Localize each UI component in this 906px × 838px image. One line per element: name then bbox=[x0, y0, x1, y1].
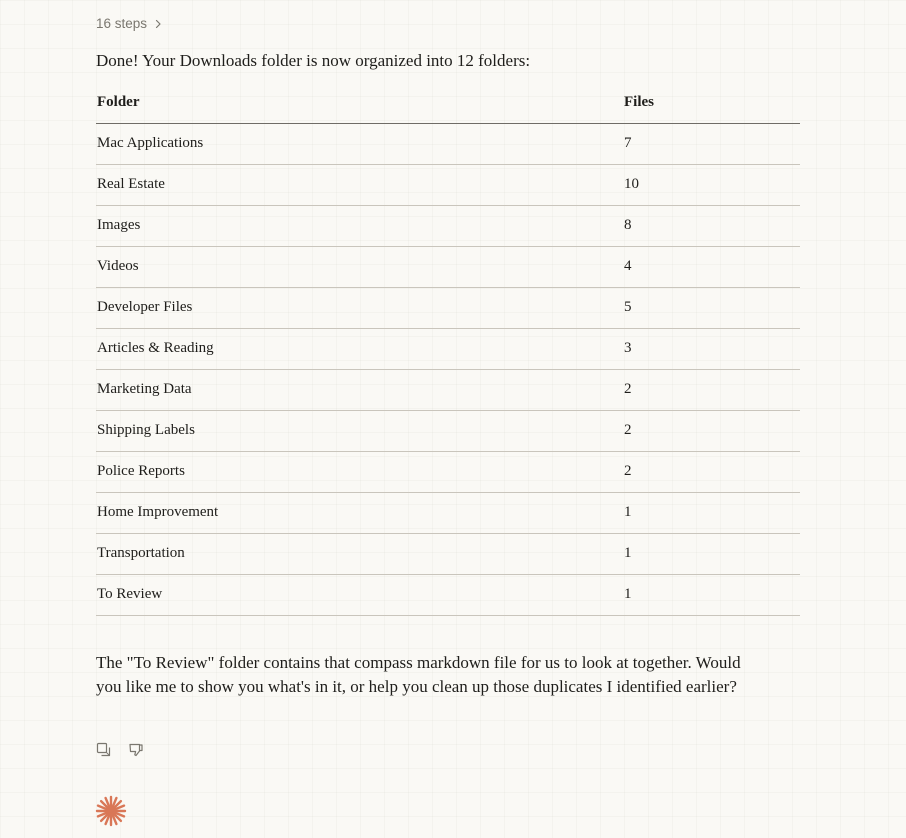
column-header-files: Files bbox=[623, 82, 800, 123]
thumbs-down-icon[interactable] bbox=[128, 742, 144, 758]
file-count-cell: 2 bbox=[623, 369, 800, 410]
folder-name-cell: Real Estate bbox=[96, 164, 623, 205]
file-count-cell: 1 bbox=[623, 574, 800, 615]
folder-name-cell: Home Improvement bbox=[96, 492, 623, 533]
file-count-cell: 2 bbox=[623, 451, 800, 492]
file-count-cell: 1 bbox=[623, 492, 800, 533]
folder-name-cell: Marketing Data bbox=[96, 369, 623, 410]
file-count-cell: 1 bbox=[623, 533, 800, 574]
table-row bbox=[96, 492, 800, 533]
table-row bbox=[96, 205, 800, 246]
table-row bbox=[96, 123, 800, 164]
steps-toggle[interactable] bbox=[96, 16, 164, 31]
folder-name-cell: Shipping Labels bbox=[96, 410, 623, 451]
column-header-folder: Folder bbox=[96, 82, 623, 123]
steps-label: 16 steps bbox=[96, 16, 148, 31]
folder-name-cell: Videos bbox=[96, 246, 623, 287]
table-row bbox=[96, 410, 800, 451]
folders-table bbox=[96, 82, 800, 616]
folder-name-cell: Police Reports bbox=[96, 451, 623, 492]
copy-icon[interactable] bbox=[96, 742, 112, 758]
assistant-intro-text: Done! Your Downloads folder is now organized into 12 folders: bbox=[96, 51, 531, 70]
message-actions bbox=[96, 742, 144, 758]
table-row bbox=[96, 451, 800, 492]
folder-name-cell: Mac Applications bbox=[96, 123, 623, 164]
assistant-outro-text: The "To Review" folder contains that compass markdown file for us to look at together. Would you like me to show you what's in it, or help you clean up those duplicates I identified earlier? bbox=[96, 653, 741, 696]
file-count-cell: 5 bbox=[623, 287, 800, 328]
table-row bbox=[96, 246, 800, 287]
file-count-cell: 2 bbox=[623, 410, 800, 451]
table-header-row bbox=[96, 82, 800, 123]
file-count-cell: 7 bbox=[623, 123, 800, 164]
folder-name-cell: Transportation bbox=[96, 533, 623, 574]
file-count-cell: 10 bbox=[623, 164, 800, 205]
file-count-cell: 8 bbox=[623, 205, 800, 246]
file-count-cell: 4 bbox=[623, 246, 800, 287]
chevron-right-icon bbox=[152, 18, 164, 30]
folder-name-cell: Articles & Reading bbox=[96, 328, 623, 369]
folder-name-cell: To Review bbox=[96, 574, 623, 615]
table-row bbox=[96, 533, 800, 574]
table-row bbox=[96, 328, 800, 369]
file-count-cell: 3 bbox=[623, 328, 800, 369]
table-row bbox=[96, 574, 800, 615]
table-row bbox=[96, 369, 800, 410]
asterisk-logo-icon bbox=[94, 794, 128, 828]
table-row bbox=[96, 287, 800, 328]
folder-name-cell: Images bbox=[96, 205, 623, 246]
table-row bbox=[96, 164, 800, 205]
folder-name-cell: Developer Files bbox=[96, 287, 623, 328]
